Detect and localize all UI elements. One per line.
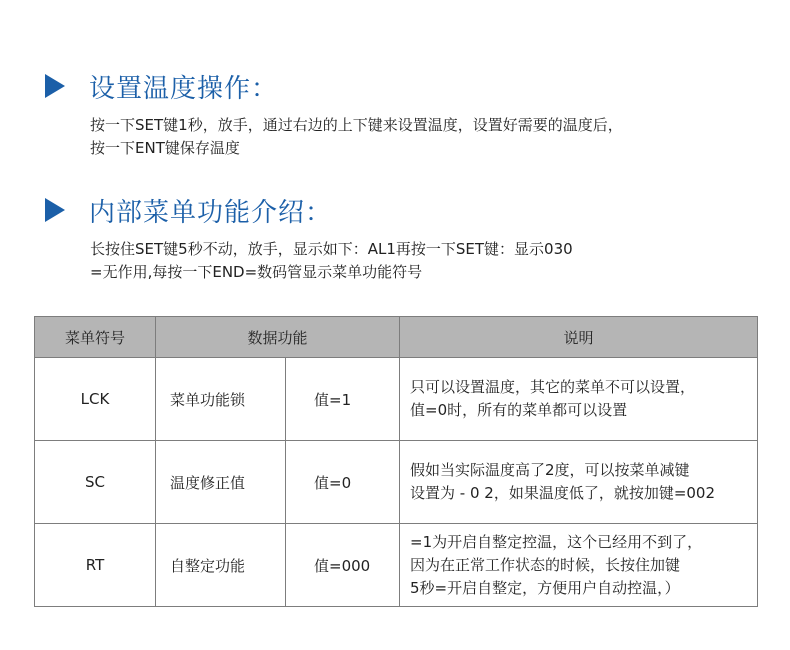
play-triangle-icon [45,74,65,98]
function-value-cell: 值=0 [286,441,400,524]
header-menu-symbol: 菜单符号 [35,317,156,358]
section-heading [45,190,760,230]
header-data-function: 数据功能 [156,317,400,358]
section-heading [45,66,760,106]
description-line: 只可以设置温度，其它的菜单不可以设置， [410,378,696,396]
description-line: 5秒=开启自整定，方便用户自动控温，） [410,578,680,597]
function-name-cell: 菜单功能锁 [156,358,286,441]
description-line: 因为在正常工作状态的时候，长按住加键 [410,555,681,574]
menu-symbol-cell: SC [35,441,156,524]
table-row [35,441,758,524]
description-cell [400,441,758,524]
menu-symbol-cell: RT [35,524,156,607]
section-paragraph [90,238,760,284]
table-row [35,524,758,607]
menu-function-table [34,316,758,607]
section-temperature-setting [45,66,760,160]
description-line: =1为开启自整定控温，这个已经用不到了， [410,532,703,551]
function-name-cell: 温度修正值 [156,441,286,524]
description-cell [400,524,758,607]
table-row [35,358,758,441]
description-line: 设置为 - 0 2，如果温度低了，就按加键=002 [410,484,716,502]
description-line: 假如当实际温度高了2度，可以按菜单减键 [410,461,690,479]
paragraph-line: 按一下ENT键保存温度 [90,139,240,157]
description-cell [400,358,758,441]
function-value-cell: 值=1 [286,358,400,441]
description-line: 值=0时，所有的菜单都可以设置 [410,401,628,419]
section-title: 内部菜单功能介绍： [89,197,333,228]
function-name-cell: 自整定功能 [156,524,286,607]
paragraph-line: 按一下SET键1秒，放手，通过右边的上下键来设置温度，设置好需要的温度后， [90,116,623,134]
paragraph-line: 长按住SET键5秒不动，放手，显示如下：AL1再按一下SET键：显示030 [90,240,573,258]
menu-symbol-cell: LCK [35,358,156,441]
table-header-row [35,317,758,358]
paragraph-line: =无作用,每按一下END=数码管显示菜单功能符号 [90,263,423,281]
section-title: 设置温度操作： [89,73,279,104]
play-triangle-icon [45,198,65,222]
section-internal-menu [45,190,760,284]
function-value-cell: 值=000 [286,524,400,607]
section-paragraph [90,114,760,160]
header-description: 说明 [400,317,758,358]
